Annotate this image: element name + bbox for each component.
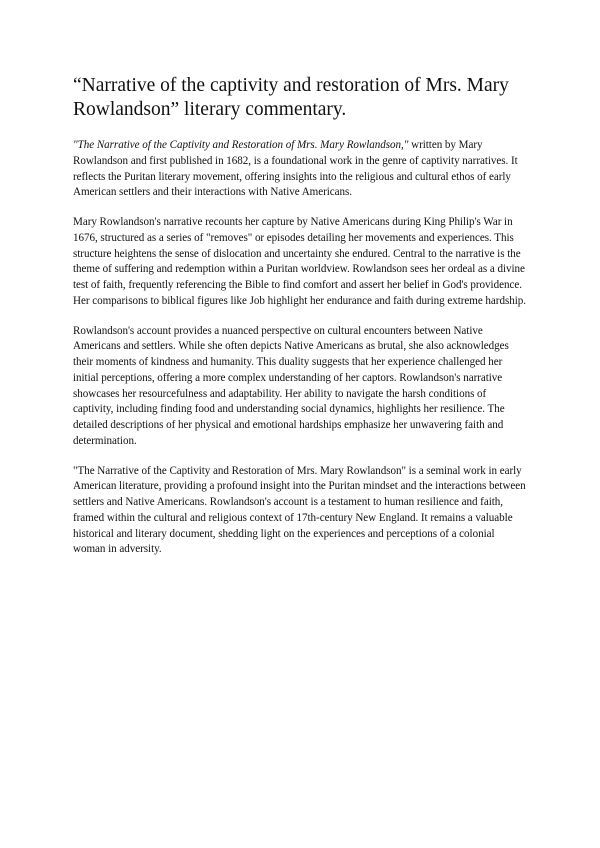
paragraph-conclusion: "The Narrative of the Captivity and Restoration of Mrs. Mary Rowlandson" is a seminal work in early American literature, providing a profound insight into the Puritan mindset and the interactions between settlers and Native Americans. Rowlandson's account is a testament to human resilience and faith, framed within the cultural and religious context of 17th-century New England. It remains a valuable historical and literary document, shedding light on the experiences and perceptions of a colonial woman in adversity. bbox=[73, 464, 526, 556]
document-title: “Narrative of the captivity and restoration of Mrs. Mary Rowlandson” literary commentary. bbox=[73, 75, 509, 120]
paragraph-narrative-structure: Mary Rowlandson's narrative recounts her capture by Native Americans during King Philip's War in 1676, structured as a series of "removes" or episodes detailing her movements and experiences. This structure heightens the sense of dislocation and uncertainty she endured. Central to the narrative is the theme of suffering and redemption within a Puritan worldview. Rowlandson sees her ordeal as a divine test of faith, frequently referencing the Bible to find comfort and assert her belief in God's providence. Her comparisons to biblical figures like Job highlight her endurance and faith during extreme hardship. bbox=[73, 216, 526, 307]
paragraph-introduction-text: written by Mary Rowlandson and first published in 1682, is a foundational work in the genre of captivity narratives. It reflects the Puritan literary movement, offering insights into the religious and cultural ethos of early American settlers and their interactions with Native Americans. bbox=[73, 139, 518, 199]
paragraph-cultural-perspective: Rowlandson's account provides a nuanced perspective on cultural encounters between Native Americans and settlers. While she often depicts Native Americans as brutal, she also acknowledges their moments of kindness and humanity. This duality suggests that her experience challenged her initial perceptions, offering a more complex understanding of her captors. Rowlandson's narrative showcases her resourcefulness and adaptability. Her ability to navigate the harsh conditions of captivity, including finding food and understanding social dynamics, highlights her resilience. The detailed descriptions of her physical and emotional hardships emphasize her unwavering faith and determination. bbox=[73, 324, 509, 447]
document-content bbox=[73, 74, 529, 572]
work-title-citation: "The Narrative of the Captivity and Restoration of Mrs. Mary Rowlandson," bbox=[73, 139, 409, 151]
paragraph-introduction bbox=[73, 138, 529, 201]
